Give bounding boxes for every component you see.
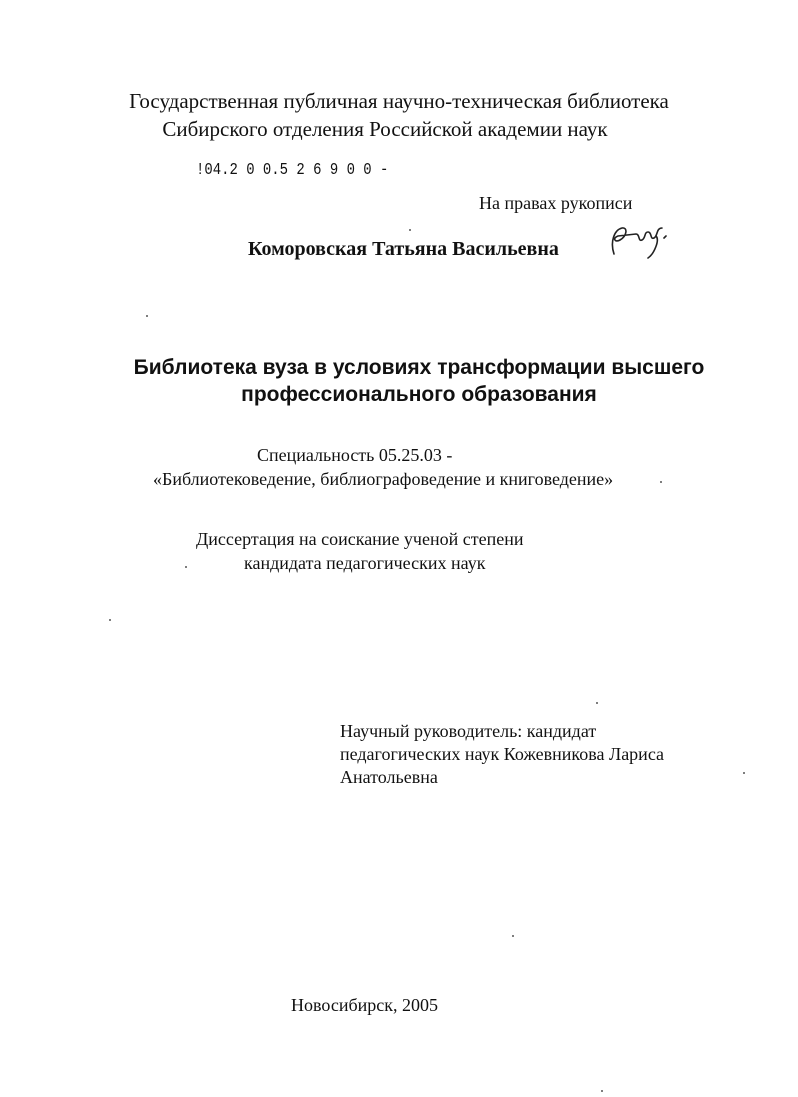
supervisor-line-2: педагогических наук Кожевникова Лариса: [340, 744, 665, 764]
specialty-line-2: «Библиотековедение, библиографоведение и книговедение»: [153, 469, 614, 489]
scan-speck: [185, 566, 187, 568]
scan-speck: [660, 481, 662, 483]
library-stamp: !04.2 0 0.5 2 6 9 0 0 -: [196, 161, 389, 180]
scan-speck: [409, 229, 411, 231]
city-year: Новосибирск, 2005: [291, 995, 438, 1015]
scan-speck: [601, 1090, 603, 1092]
title-line-1: Библиотека вуза в условиях трансформации высшего: [133, 356, 705, 379]
institution-line-2: Сибирского отделения Российской академии наук: [162, 117, 608, 141]
title-line-2: профессионального образования: [241, 383, 597, 406]
scan-speck: [109, 619, 111, 621]
supervisor-line-1: Научный руководитель: кандидат: [340, 721, 597, 741]
scan-speck: [512, 935, 514, 937]
scan-speck: [596, 702, 598, 704]
dissertation-line-2: кандидата педагогических наук: [244, 553, 486, 573]
author-name: Коморовская Татьяна Васильевна: [248, 238, 559, 260]
institution-line-1: Государственная публичная научно-техническая библиотека: [129, 89, 669, 113]
signature-icon: [600, 214, 680, 264]
scan-speck: [146, 315, 148, 317]
specialty-line-1: Специальность 05.25.03 -: [257, 445, 453, 465]
manuscript-rights: На правах рукописи: [479, 193, 633, 213]
supervisor-line-3: Анатольевна: [340, 767, 438, 787]
scan-speck: [743, 772, 745, 774]
dissertation-line-1: Диссертация на соискание ученой степени: [196, 529, 524, 549]
